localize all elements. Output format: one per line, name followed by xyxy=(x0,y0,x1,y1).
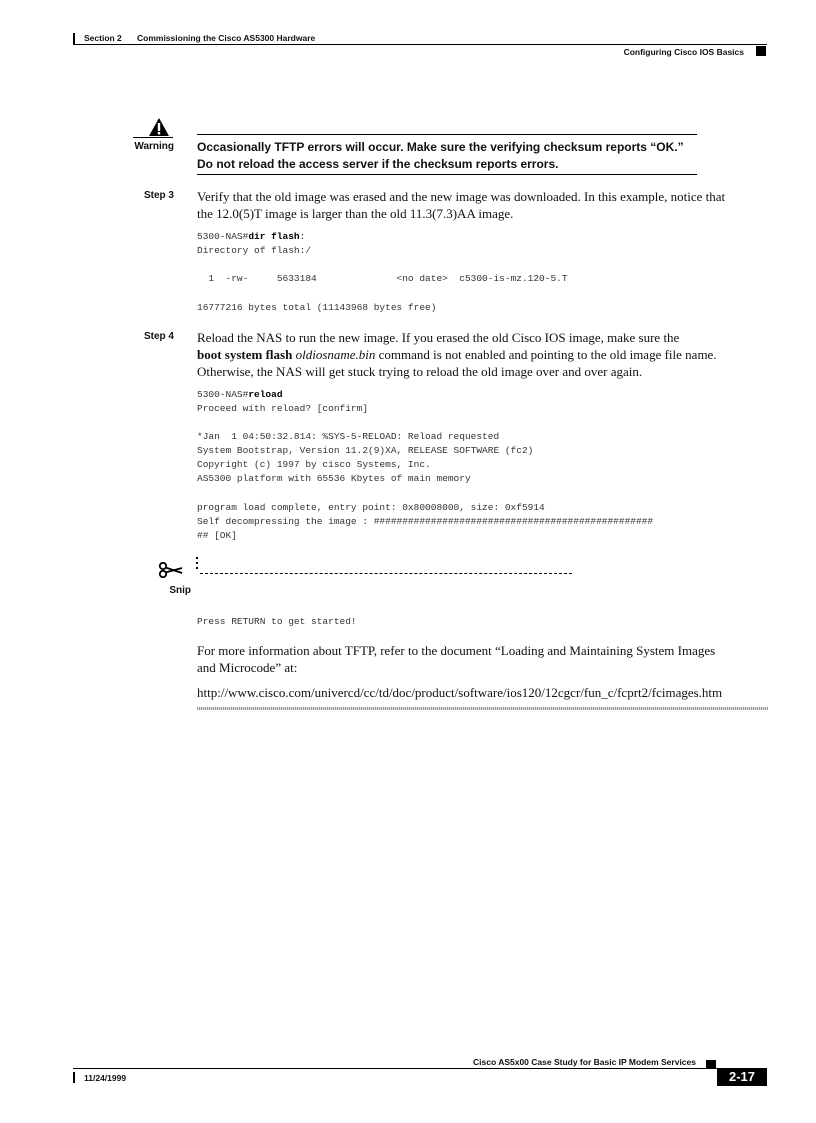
header-left-bar xyxy=(73,33,75,44)
step4-output-9: Self decompressing the image : ################################################# xyxy=(197,516,654,527)
footer-square xyxy=(706,1060,716,1068)
footer-rule xyxy=(73,1068,767,1069)
step3-output-5: 16777216 bytes total (11143968 bytes free) xyxy=(197,302,437,313)
more-info-line-1: For more information about TFTP, refer to the document “Loading and Maintaining System Images xyxy=(197,643,716,658)
snip-dashed-line xyxy=(200,573,572,574)
snip-dots xyxy=(196,557,198,559)
step4-text-line-3: Otherwise, the NAS will get stuck trying to reload the old image over and over again. xyxy=(197,364,643,379)
boot-system-flash-cmd: boot system flash xyxy=(197,347,293,362)
scissors-icon xyxy=(158,562,188,583)
step3-output-3: 1 -rw- 5633184 <no date> c5300-is-mz.120-5.T xyxy=(197,273,568,284)
step4-output-6: AS5300 platform with 65536 Kbytes of main memory xyxy=(197,473,471,484)
step3-label: Step 3 xyxy=(143,190,174,201)
cli-prompt: 5300-NAS# xyxy=(197,389,249,400)
more-info-url[interactable]: http://www.cisco.com/univercd/cc/td/doc/product/software/ios120/12cgcr/fun_c/fcprt2/fcimages.htm xyxy=(197,685,723,700)
step3-text-line-1: Verify that the old image was erased and the new image was downloaded. In this example, notice that xyxy=(197,189,726,204)
step4-text-line-1: Reload the NAS to run the new image. If you erased the old Cisco IOS image, make sure the xyxy=(197,330,680,345)
step4-label: Step 4 xyxy=(143,331,174,342)
warning-rule xyxy=(197,134,697,135)
step3-output-1: Directory of flash:/ xyxy=(197,245,312,256)
warning-bottom-rule xyxy=(197,174,697,175)
step4-output-5: Copyright (c) 1997 by cisco Systems, Inc. xyxy=(197,459,431,470)
step4-output-8: program load complete, entry point: 0x80008000, size: 0xf5914 xyxy=(197,502,545,513)
cli-colon: : xyxy=(299,231,306,242)
footer-doc-title: Cisco AS5x00 Case Study for Basic IP Modem Services xyxy=(473,1057,696,1067)
step4-cli-command xyxy=(197,388,283,402)
header-section: Section 2 xyxy=(84,33,122,43)
end-rule xyxy=(197,707,768,710)
cli-command: dir flash xyxy=(248,231,300,242)
more-info-line-2: and Microcode” at: xyxy=(197,660,298,675)
old-image-arg: oldiosname.bin xyxy=(295,347,376,362)
footer-left-bar xyxy=(73,1072,75,1083)
snip-label: Snip xyxy=(169,585,191,596)
warning-label: Warning xyxy=(134,141,174,152)
header-chapter: Commissioning the Cisco AS5300 Hardware xyxy=(137,33,316,43)
header-topic: Configuring Cisco IOS Basics xyxy=(623,47,744,57)
step4-output-4: System Bootstrap, Version 11.2(9)XA, RELEASE SOFTWARE (fc2) xyxy=(197,445,534,456)
step4-output-1: Proceed with reload? [confirm] xyxy=(197,403,369,414)
step4-text-line-2-rest: command is not enabled and pointing to the old image file name. xyxy=(375,347,717,362)
header-square xyxy=(756,46,766,56)
step4-output-10: ## [OK] xyxy=(197,530,237,541)
header-rule xyxy=(73,44,767,45)
cli-prompt: 5300-NAS# xyxy=(197,231,249,242)
step3-cli-command xyxy=(197,230,305,244)
step4-output-3: *Jan 1 04:50:32.814: %SYS-5-RELOAD: Reload requested xyxy=(197,431,500,442)
warning-line-2: Do not reload the access server if the checksum reports errors. xyxy=(197,157,559,171)
warning-line-1: Occasionally TFTP errors will occur. Make sure the verifying checksum reports “OK.” xyxy=(197,140,684,154)
cli-command: reload xyxy=(248,389,283,400)
footer-page-number: 2-17 xyxy=(728,1069,756,1084)
warning-icon-rule xyxy=(133,137,173,138)
step4-text-line-2 xyxy=(197,346,717,363)
warning-icon xyxy=(148,117,170,142)
step3-text-line-2: the 12.0(5)T image is larger than the old 11.3(7.3)AA image. xyxy=(197,206,514,221)
snip-after-text: Press RETURN to get started! xyxy=(197,616,357,627)
footer-date: 11/24/1999 xyxy=(84,1073,127,1083)
